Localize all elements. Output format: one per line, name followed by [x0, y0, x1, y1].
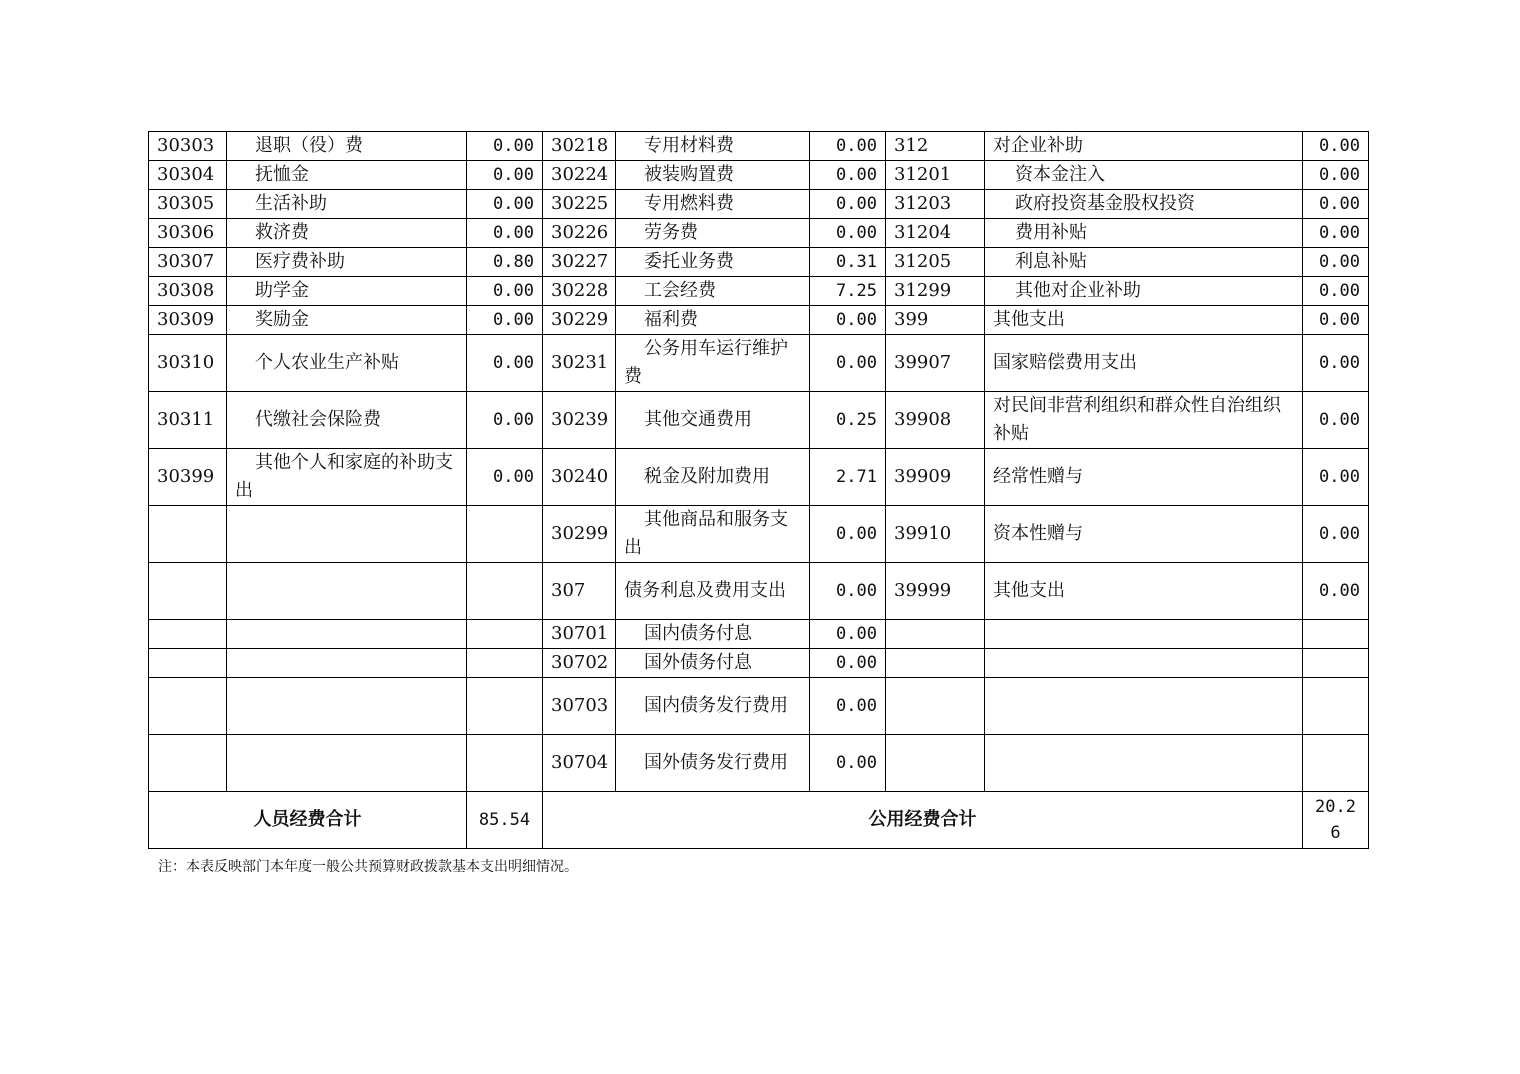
table-row — [149, 306, 1369, 335]
table-note: 注：本表反映部门本年度一般公共预算财政拨款基本支出明细情况。 — [158, 859, 578, 875]
cell-c-name: 对民间非营利组织和群众性自治组织补贴 — [985, 392, 1303, 449]
personnel-total-label: 人员经费合计 — [149, 792, 467, 849]
cell-c-code — [886, 678, 985, 735]
personnel-total-amount: 85.54 — [467, 792, 543, 849]
cell-a-amt — [467, 563, 543, 620]
budget-detail-table — [148, 131, 1369, 849]
cell-a-amt: 0.80 — [467, 248, 543, 277]
cell-c-code: 39999 — [886, 563, 985, 620]
cell-c-name — [985, 620, 1303, 649]
cell-a-amt — [467, 649, 543, 678]
cell-b-amt: 0.31 — [810, 248, 886, 277]
cell-a-code — [149, 649, 227, 678]
cell-b-amt: 0.00 — [810, 563, 886, 620]
cell-a-name: 助学金 — [227, 277, 467, 306]
cell-b-name: 国内债务发行费用 — [616, 678, 810, 735]
cell-b-name: 税金及附加费用 — [616, 449, 810, 506]
totals-row — [149, 792, 1369, 849]
cell-a-name — [227, 678, 467, 735]
cell-c-name — [985, 649, 1303, 678]
cell-c-amt — [1303, 649, 1369, 678]
cell-b-name: 国外债务发行费用 — [616, 735, 810, 792]
cell-a-name: 代缴社会保险费 — [227, 392, 467, 449]
table-row — [149, 277, 1369, 306]
table-row — [149, 620, 1369, 649]
cell-a-amt: 0.00 — [467, 449, 543, 506]
cell-a-code: 30306 — [149, 219, 227, 248]
cell-c-name: 国家赔偿费用支出 — [985, 335, 1303, 392]
cell-c-name — [985, 678, 1303, 735]
cell-b-code: 30226 — [543, 219, 616, 248]
table-row — [149, 735, 1369, 792]
cell-b-name: 公务用车运行维护费 — [616, 335, 810, 392]
cell-b-name: 国内债务付息 — [616, 620, 810, 649]
cell-b-amt: 0.25 — [810, 392, 886, 449]
public-total-label: 公用经费合计 — [543, 792, 1303, 849]
cell-a-amt: 0.00 — [467, 219, 543, 248]
cell-b-name: 其他交通费用 — [616, 392, 810, 449]
cell-a-code — [149, 620, 227, 649]
table-row — [149, 449, 1369, 506]
cell-c-amt: 0.00 — [1303, 161, 1369, 190]
table-row — [149, 132, 1369, 161]
cell-a-name: 救济费 — [227, 219, 467, 248]
cell-b-code: 30225 — [543, 190, 616, 219]
cell-a-name: 奖励金 — [227, 306, 467, 335]
cell-b-name: 专用材料费 — [616, 132, 810, 161]
cell-b-code: 30229 — [543, 306, 616, 335]
cell-b-code: 30701 — [543, 620, 616, 649]
cell-b-code: 30231 — [543, 335, 616, 392]
cell-b-code: 30703 — [543, 678, 616, 735]
table-row — [149, 161, 1369, 190]
cell-c-amt: 0.00 — [1303, 190, 1369, 219]
cell-c-amt: 0.00 — [1303, 335, 1369, 392]
cell-b-code: 30239 — [543, 392, 616, 449]
cell-a-code — [149, 678, 227, 735]
table-row — [149, 563, 1369, 620]
cell-a-code: 30305 — [149, 190, 227, 219]
cell-a-code: 30303 — [149, 132, 227, 161]
cell-c-code: 39907 — [886, 335, 985, 392]
cell-a-name — [227, 506, 467, 563]
cell-b-amt: 0.00 — [810, 506, 886, 563]
cell-a-name — [227, 563, 467, 620]
cell-c-amt: 0.00 — [1303, 277, 1369, 306]
cell-b-code: 30704 — [543, 735, 616, 792]
cell-c-code: 399 — [886, 306, 985, 335]
cell-a-code: 30399 — [149, 449, 227, 506]
cell-c-name: 资本金注入 — [985, 161, 1303, 190]
cell-a-code — [149, 506, 227, 563]
table-row — [149, 649, 1369, 678]
cell-a-amt — [467, 506, 543, 563]
cell-a-amt: 0.00 — [467, 335, 543, 392]
cell-a-code: 30311 — [149, 392, 227, 449]
cell-a-amt: 0.00 — [467, 161, 543, 190]
cell-b-name: 劳务费 — [616, 219, 810, 248]
cell-b-amt: 0.00 — [810, 306, 886, 335]
cell-c-code — [886, 649, 985, 678]
cell-a-amt: 0.00 — [467, 306, 543, 335]
cell-a-amt — [467, 678, 543, 735]
table-row — [149, 248, 1369, 277]
cell-b-code: 30228 — [543, 277, 616, 306]
cell-a-code — [149, 735, 227, 792]
cell-c-name: 经常性赠与 — [985, 449, 1303, 506]
table-row — [149, 219, 1369, 248]
cell-c-amt: 0.00 — [1303, 563, 1369, 620]
cell-c-code — [886, 735, 985, 792]
cell-b-name: 其他商品和服务支出 — [616, 506, 810, 563]
cell-a-amt: 0.00 — [467, 132, 543, 161]
cell-c-code: 39910 — [886, 506, 985, 563]
cell-b-code: 30218 — [543, 132, 616, 161]
cell-a-code: 30308 — [149, 277, 227, 306]
cell-a-code: 30304 — [149, 161, 227, 190]
cell-b-amt: 0.00 — [810, 649, 886, 678]
cell-b-name: 专用燃料费 — [616, 190, 810, 219]
cell-b-amt: 0.00 — [810, 335, 886, 392]
cell-c-name — [985, 735, 1303, 792]
cell-c-amt: 0.00 — [1303, 449, 1369, 506]
cell-c-code — [886, 620, 985, 649]
cell-c-code: 31205 — [886, 248, 985, 277]
cell-c-amt — [1303, 620, 1369, 649]
table-body — [149, 132, 1369, 792]
cell-a-name: 个人农业生产补贴 — [227, 335, 467, 392]
cell-a-name: 医疗费补助 — [227, 248, 467, 277]
cell-a-amt: 0.00 — [467, 190, 543, 219]
cell-a-name — [227, 735, 467, 792]
cell-c-name: 政府投资基金股权投资 — [985, 190, 1303, 219]
cell-b-amt: 0.00 — [810, 161, 886, 190]
cell-c-code: 31201 — [886, 161, 985, 190]
table-row — [149, 335, 1369, 392]
cell-a-code: 30310 — [149, 335, 227, 392]
cell-c-name: 资本性赠与 — [985, 506, 1303, 563]
cell-c-name: 其他支出 — [985, 306, 1303, 335]
cell-a-code — [149, 563, 227, 620]
cell-c-amt: 0.00 — [1303, 306, 1369, 335]
cell-b-amt: 0.00 — [810, 678, 886, 735]
cell-a-name — [227, 649, 467, 678]
cell-c-code: 39908 — [886, 392, 985, 449]
cell-c-amt — [1303, 735, 1369, 792]
cell-b-amt: 7.25 — [810, 277, 886, 306]
cell-b-amt: 2.71 — [810, 449, 886, 506]
cell-b-name: 福利费 — [616, 306, 810, 335]
cell-a-amt — [467, 735, 543, 792]
cell-c-code: 39909 — [886, 449, 985, 506]
cell-c-amt: 0.00 — [1303, 392, 1369, 449]
cell-b-code: 30299 — [543, 506, 616, 563]
cell-c-code: 31203 — [886, 190, 985, 219]
table-row — [149, 678, 1369, 735]
cell-b-name: 工会经费 — [616, 277, 810, 306]
cell-b-name: 被装购置费 — [616, 161, 810, 190]
cell-b-amt: 0.00 — [810, 620, 886, 649]
cell-c-code: 312 — [886, 132, 985, 161]
table-row — [149, 190, 1369, 219]
cell-a-code: 30307 — [149, 248, 227, 277]
cell-c-name: 其他支出 — [985, 563, 1303, 620]
cell-b-amt: 0.00 — [810, 190, 886, 219]
cell-b-code: 30227 — [543, 248, 616, 277]
cell-a-name: 生活补助 — [227, 190, 467, 219]
cell-b-code: 307 — [543, 563, 616, 620]
cell-b-name: 国外债务付息 — [616, 649, 810, 678]
cell-c-code: 31204 — [886, 219, 985, 248]
cell-a-amt: 0.00 — [467, 392, 543, 449]
cell-c-code: 31299 — [886, 277, 985, 306]
cell-c-amt: 0.00 — [1303, 248, 1369, 277]
cell-c-amt: 0.00 — [1303, 132, 1369, 161]
public-total-amount: 20.26 — [1303, 792, 1369, 849]
cell-c-amt: 0.00 — [1303, 506, 1369, 563]
cell-b-amt: 0.00 — [810, 219, 886, 248]
cell-a-name: 抚恤金 — [227, 161, 467, 190]
cell-a-name: 退职（役）费 — [227, 132, 467, 161]
table-row — [149, 506, 1369, 563]
cell-a-name: 其他个人和家庭的补助支出 — [227, 449, 467, 506]
cell-b-amt: 0.00 — [810, 735, 886, 792]
table-row — [149, 392, 1369, 449]
cell-b-code: 30702 — [543, 649, 616, 678]
cell-b-name: 债务利息及费用支出 — [616, 563, 810, 620]
cell-b-amt: 0.00 — [810, 132, 886, 161]
cell-b-name: 委托业务费 — [616, 248, 810, 277]
cell-a-amt — [467, 620, 543, 649]
cell-a-name — [227, 620, 467, 649]
cell-a-code: 30309 — [149, 306, 227, 335]
cell-c-name: 其他对企业补助 — [985, 277, 1303, 306]
cell-c-name: 对企业补助 — [985, 132, 1303, 161]
cell-c-amt: 0.00 — [1303, 219, 1369, 248]
cell-b-code: 30224 — [543, 161, 616, 190]
cell-c-name: 费用补贴 — [985, 219, 1303, 248]
cell-b-code: 30240 — [543, 449, 616, 506]
cell-c-name: 利息补贴 — [985, 248, 1303, 277]
cell-a-amt: 0.00 — [467, 277, 543, 306]
cell-c-amt — [1303, 678, 1369, 735]
